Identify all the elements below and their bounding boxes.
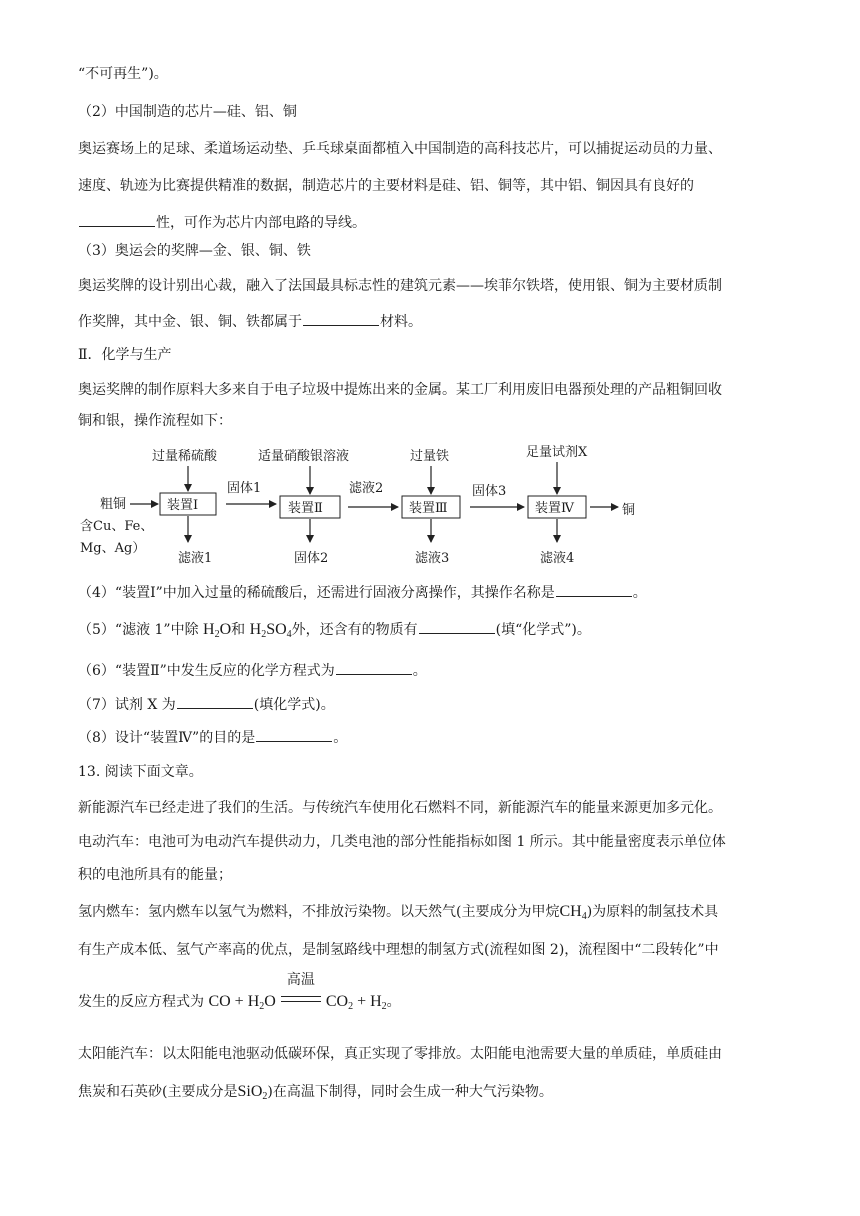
text-line: 发生的反应方程式为 CO + $H_2O$ 高温 $CO_2 + H_2$。 [78, 992, 401, 1017]
input-detail-1: 含Cu、Fe、 [80, 519, 154, 534]
mid-3-label: 固体3 [472, 484, 507, 499]
text-line: 奥运奖牌的设计别出心裁，融入了法国最具标志性的建筑元素——埃菲尔铁塔，使用银、铜为主要材质制 [78, 278, 722, 294]
text-line: 奥运赛场上的足球、柔道场运动垫、乒乓球桌面都植入中国制造的高科技芯片，可以捕捉运动员的力量、 [78, 141, 722, 157]
answer-blank[interactable] [256, 727, 332, 742]
formula-h2o: $H_2O$ [203, 621, 232, 640]
question-4: （4）“装置Ⅰ”中加入过量的稀硫酸后，还需进行固液分离操作，其操作名称是 。 [78, 582, 647, 603]
input-detail-2: Mg、Ag） [80, 541, 146, 556]
reagent-4-label: 足量试剂X [526, 445, 588, 460]
formula-ch4: $CH_4$ [559, 903, 587, 922]
reaction-equation: CO + $H_2O$ 高温 $CO_2 + H_2$ [208, 972, 387, 1012]
mid-1-label: 固体1 [227, 481, 262, 496]
answer-blank[interactable] [556, 582, 632, 597]
section-heading: Ⅱ．化学与生产 [78, 347, 172, 363]
answer-blank[interactable] [419, 619, 495, 634]
reagent-2-label: 适量硝酸银溶液 [258, 449, 350, 464]
answer-blank[interactable] [303, 311, 379, 326]
text-line: 氢内燃车：氢内燃车以氢气为燃料，不排放污染物。以天然气(主要成分为甲烷$CH_4$)为原料的制氢技术具 [78, 903, 719, 922]
reaction-condition: 高温 [286, 972, 315, 988]
waste-1-label: 滤液1 [178, 551, 213, 566]
question-13-title: 13. 阅读下面文章。 [78, 764, 203, 780]
question-5: （5）“滤液 1”中除 $H_2O$和 $H_2SO_4$外，还含有的物质有 (填“化学式”)。 [78, 621, 591, 640]
equals-with-condition [280, 972, 322, 1012]
text-line: 有生产成本低、氢气产率高的优点，是制氢路线中理想的制氢方式(流程如图 2)，流程图中“二段转化”中 [78, 942, 719, 958]
waste-4-label: 滤液4 [540, 551, 575, 566]
device-3-label: 装置Ⅲ [409, 501, 448, 516]
answer-blank[interactable] [177, 694, 253, 709]
text-line: 电动汽车：电池可为电动汽车提供动力，几类电池的部分性能指标如图 1 所示。其中能量密度表示单位体 [78, 834, 726, 850]
question-8: （8）设计“装置Ⅳ”的目的是 。 [78, 727, 347, 748]
text-line: 焦炭和石英砂(主要成分是SiO$_2$)在高温下制得，同时会生成一种大气污染物。 [78, 1083, 553, 1102]
section-heading: （2）中国制造的芯片—硅、铝、铜 [78, 104, 297, 120]
text-line: 性，可作为芯片内部电路的导线。 [78, 212, 366, 233]
device-1-label: 装置Ⅰ [167, 498, 199, 513]
input-label: 粗铜 [100, 497, 127, 512]
text-line: 速度、轨迹为比赛提供精准的数据，制造芯片的主要材料是硅、铝、铜等，其中铝、铜因具有良好的 [78, 178, 694, 194]
question-7: （7）试剂 X 为 (填化学式)。 [78, 694, 335, 715]
text-line: 作奖牌，其中金、银、铜、铁都属于 材料。 [78, 311, 422, 332]
text-line: “不可再生”)。 [78, 66, 168, 82]
reagent-3-label: 过量铁 [410, 449, 450, 464]
device-4-label: 装置Ⅳ [535, 501, 574, 516]
answer-blank[interactable] [336, 660, 412, 675]
waste-2-label: 固体2 [294, 551, 329, 566]
text-line: 新能源汽车已经走进了我们的生活。与传统汽车使用化石燃料不同，新能源汽车的能量来源更加多元化。 [78, 800, 722, 816]
text-line: 积的电池所具有的能量； [78, 867, 232, 883]
output-label: 铜 [622, 503, 636, 518]
text-line: 铜和银，操作流程如下： [78, 413, 232, 429]
device-2-label: 装置Ⅱ [288, 501, 323, 516]
text-line: 奥运奖牌的制作原料大多来自于电子垃圾中提炼出来的金属。某工厂利用废旧电器预处理的产品粗铜回收 [78, 382, 722, 398]
question-6: （6）“装置Ⅱ”中发生反应的化学方程式为 。 [78, 660, 427, 681]
text-line: 太阳能汽车：以太阳能电池驱动低碳环保，真正实现了零排放。太阳能电池需要大量的单质硅，单质硅由 [78, 1046, 722, 1062]
section-heading: （3）奥运会的奖牌—金、银、铜、铁 [78, 243, 311, 259]
answer-blank[interactable] [79, 212, 155, 227]
mid-2-label: 滤液2 [349, 481, 384, 496]
formula-sio2: SiO$_2$ [237, 1083, 268, 1102]
reagent-1-label: 过量稀硫酸 [152, 449, 218, 464]
formula-h2so4: $H_2SO_4$ [249, 621, 292, 640]
process-flow-diagram [70, 436, 650, 572]
waste-3-label: 滤液3 [415, 551, 450, 566]
